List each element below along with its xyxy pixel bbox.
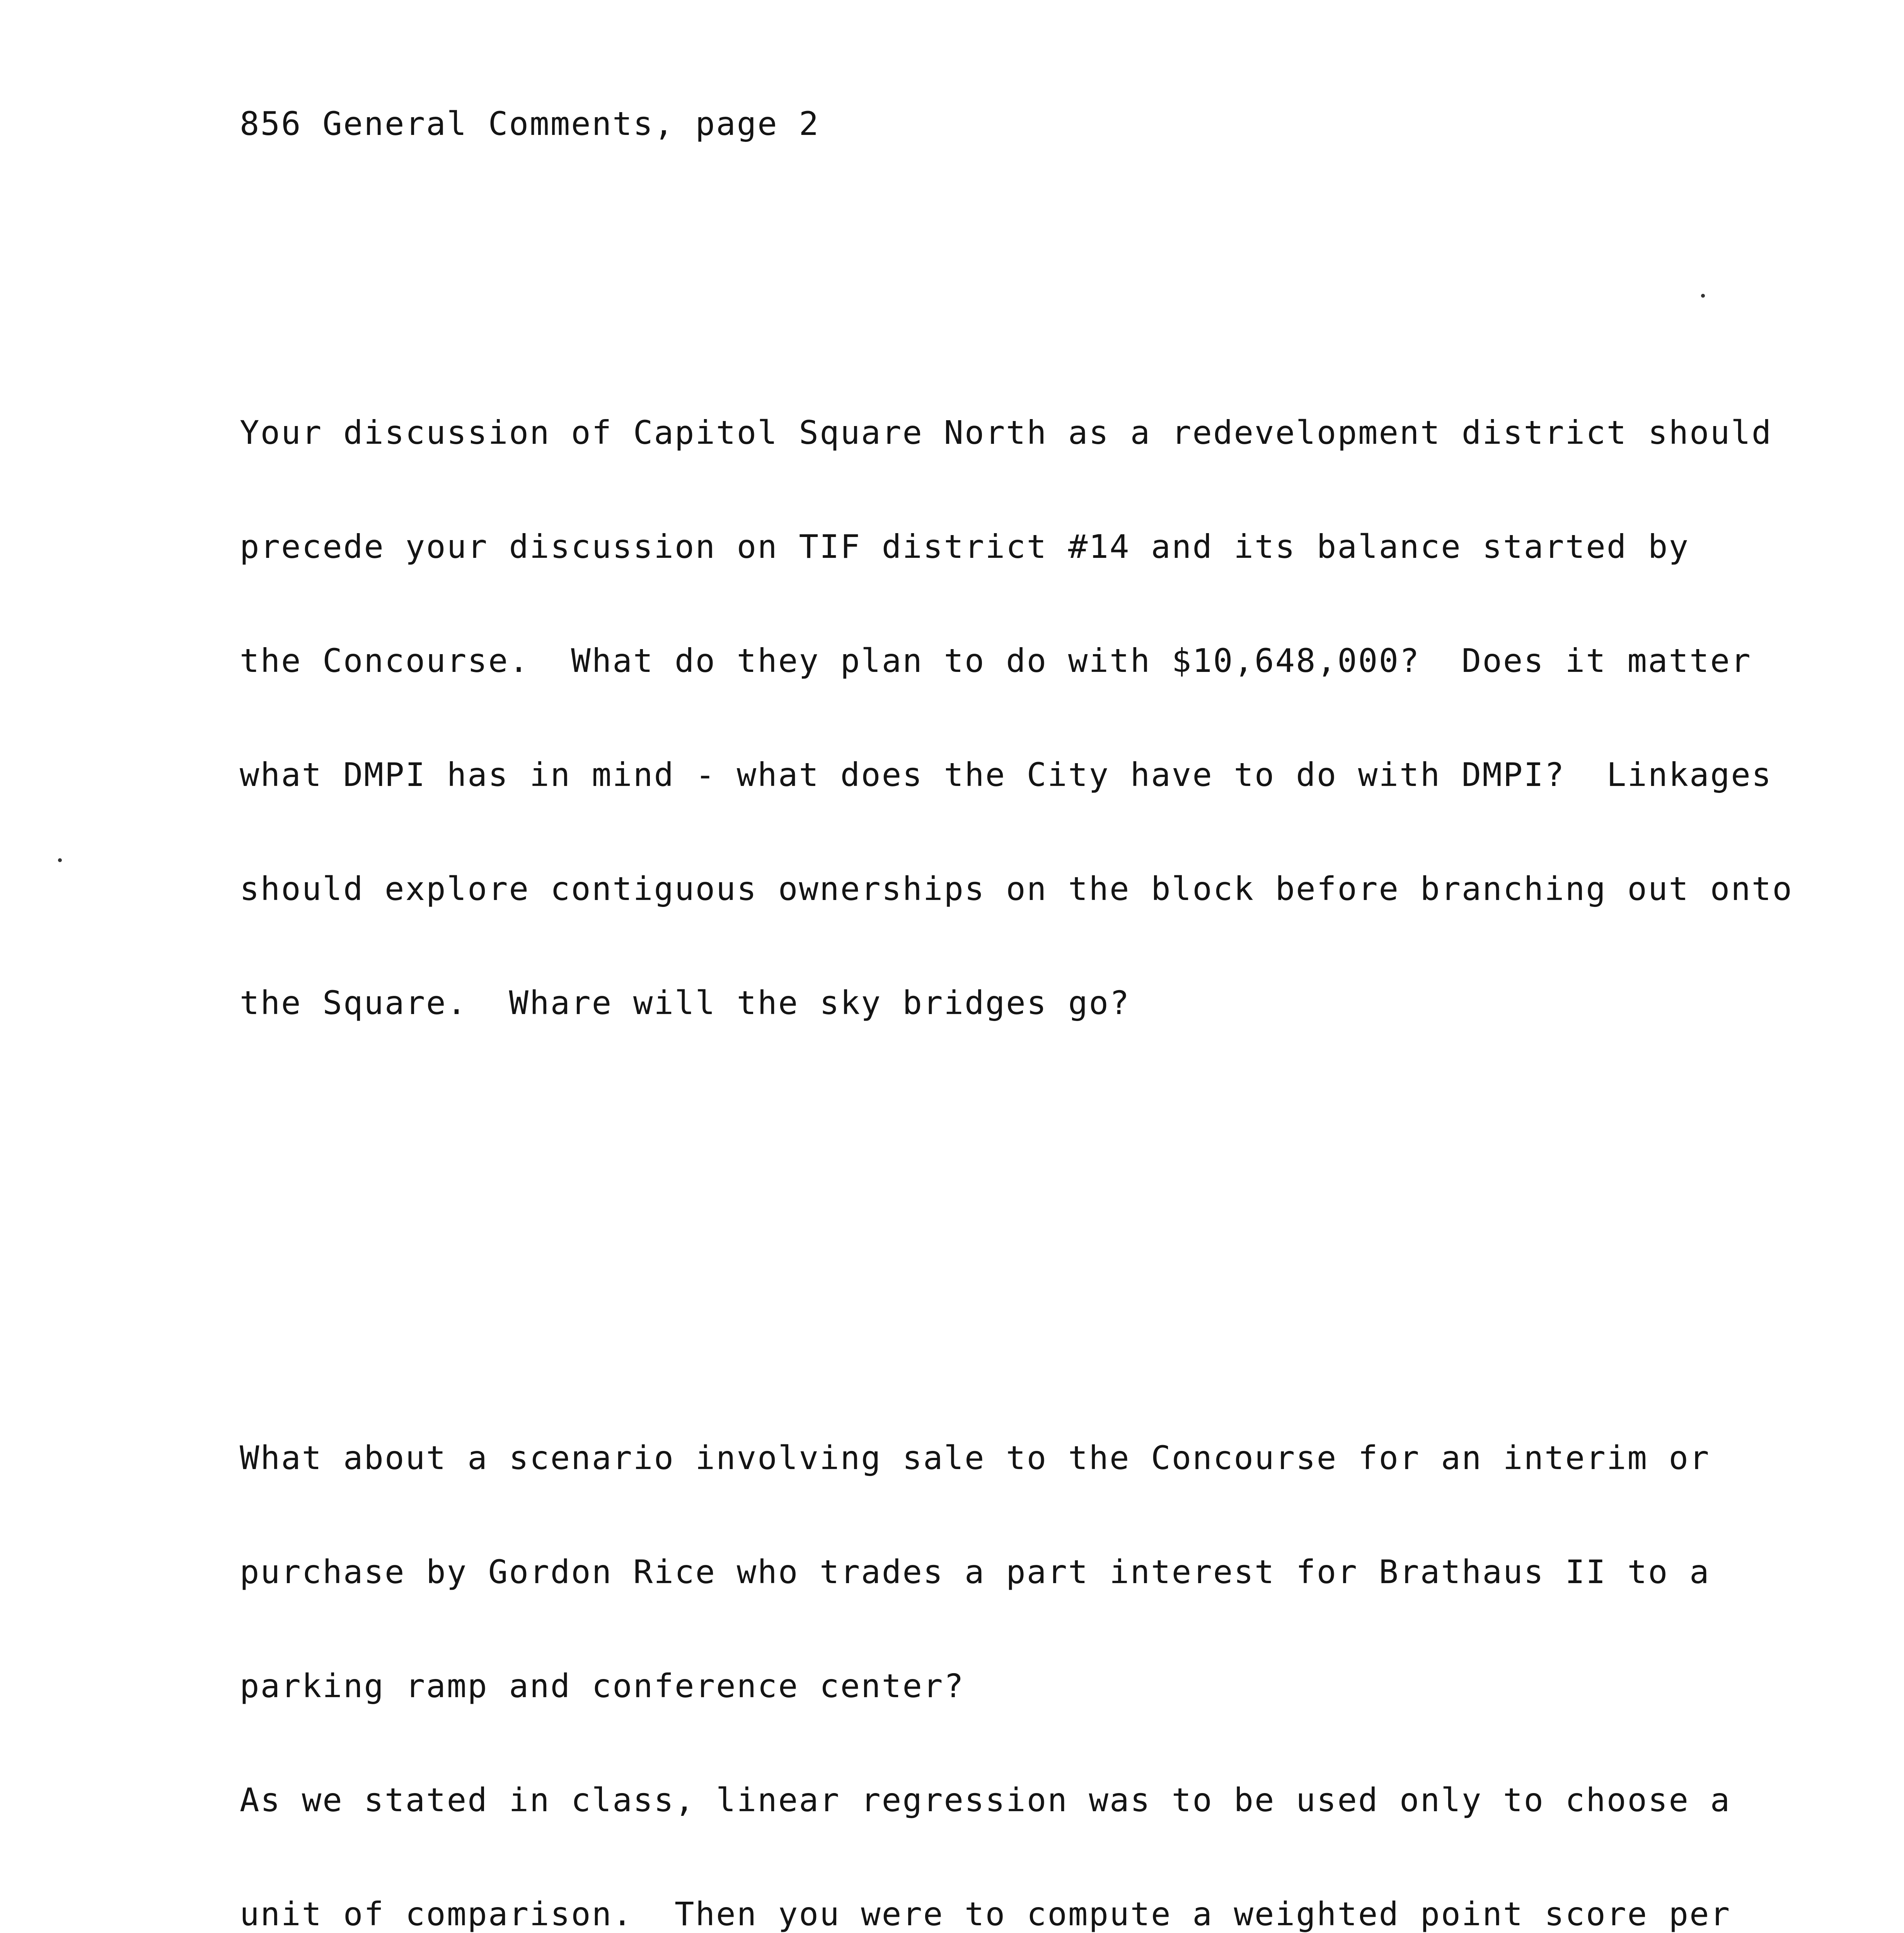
text-line: unit of comparison. Then you were to compute a weighted point score per	[240, 1895, 1731, 1933]
text-line: what DMPI has in mind - what does the City have to do with DMPI? Linkages	[240, 756, 1773, 794]
text-line: What about a scenario involving sale to the Concourse for an interim or	[240, 1439, 1710, 1477]
text-line: precede your discussion on TIF district #14 and its balance started by	[240, 528, 1690, 566]
stray-dot-mark	[1701, 294, 1705, 298]
paragraph-spacer	[240, 1212, 1825, 1249]
text-line: purchase by Gordon Rice who trades a part interest for Brathaus II to a	[240, 1553, 1710, 1591]
stray-dot-mark	[58, 858, 62, 862]
paragraph-2	[240, 1363, 1825, 1933]
text-line: the Concourse. What do they plan to do with $10,648,000? Does it matter	[240, 642, 1752, 680]
comments-body	[240, 224, 1825, 1933]
paragraph-1	[240, 338, 1825, 1098]
text-line: Your discussion of Capitol Square North as a redevelopment district should	[240, 414, 1773, 452]
text-line: the Square. Whare will the sky bridges go?	[240, 984, 1130, 1022]
text-line: should explore contiguous ownerships on the block before branching out onto	[240, 870, 1793, 908]
text-line: parking ramp and conference center?	[240, 1667, 965, 1705]
page-header: 856 General Comments, page 2	[240, 105, 820, 143]
text-line: As we stated in class, linear regression was to be used only to choose a	[240, 1781, 1731, 1819]
